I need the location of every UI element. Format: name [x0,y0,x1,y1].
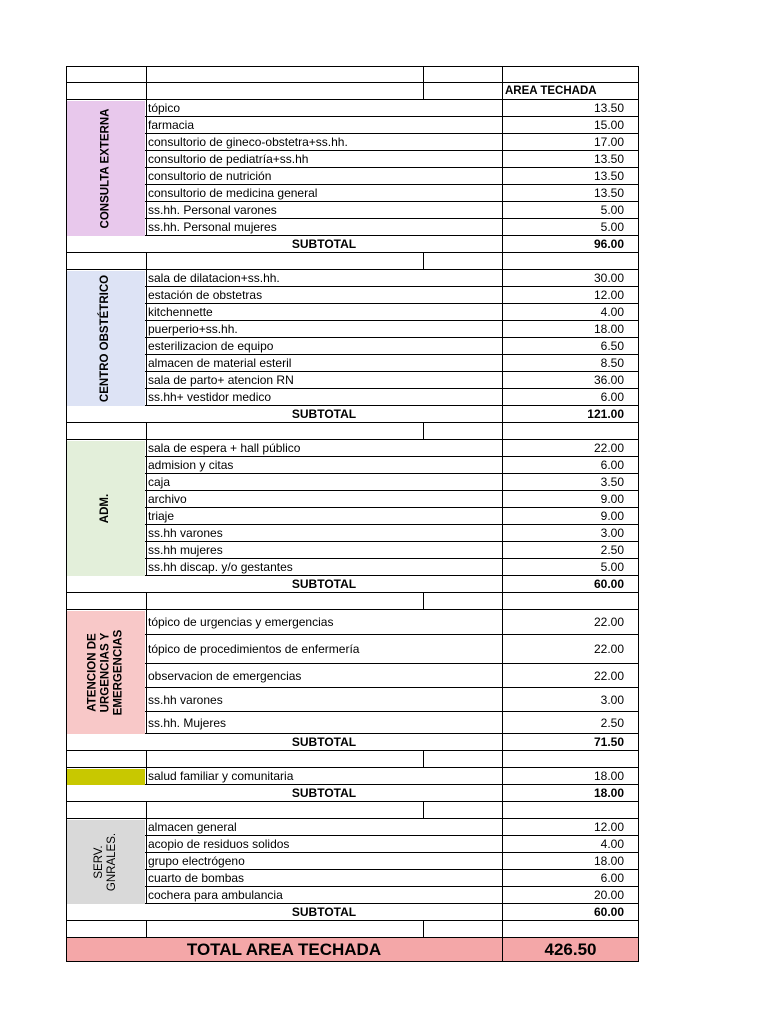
space-name: tópico de urgencias y emergencias [148,615,334,629]
space-area: 6.50 [600,339,624,353]
table-row [66,185,639,202]
subtotal-row [66,236,639,253]
space-area: 3.00 [600,526,624,540]
space-area: 18.00 [593,322,624,336]
table-row [66,440,639,457]
space-area: 5.00 [600,220,624,234]
space-area: 13.50 [593,152,624,166]
table-row [66,100,639,117]
table-row [66,219,639,236]
subtotal-row [66,904,639,921]
total-row [66,938,639,962]
table-row [66,688,639,712]
area-table [66,66,639,962]
space-name: grupo electrógeno [148,854,245,868]
section-title-line: SERV. [92,845,105,879]
space-name: observacion de emergencias [148,668,302,683]
table-row [66,836,639,853]
subtotal-value: 60.00 [593,577,624,591]
space-name: consultorio de pediatría+ss.hh [148,152,309,166]
space-name: sala de espera + hall público [148,441,301,455]
section-title: ADM. [99,493,112,524]
space-area: 4.00 [600,837,624,851]
space-area: 12.00 [593,288,624,302]
spacer-row [66,593,639,610]
table-row [66,355,639,372]
space-name: consultorio de medicina general [148,186,318,200]
space-area: 36.00 [593,373,624,387]
space-area: 13.50 [593,169,624,183]
space-area: 17.00 [593,135,624,149]
space-area: 22.00 [593,668,624,683]
subtotal-value: 121.00 [587,407,624,421]
subtotal-label: SUBTOTAL [291,577,357,591]
section-label [67,820,145,904]
table-row [66,372,639,389]
subtotal-label: SUBTOTAL [291,735,357,749]
space-area: 8.50 [600,356,624,370]
spacer-row [66,921,639,938]
table-row [66,870,639,887]
subtotal-label: SUBTOTAL [291,407,357,421]
table-row [66,853,639,870]
space-area: 30.00 [593,271,624,285]
section-title: CENTRO OBSTÉTRICO [99,274,112,403]
space-name: cochera para ambulancia [148,888,283,902]
section-title-line: GNRALES. [105,832,118,892]
table-row [66,117,639,134]
space-area: 15.00 [593,118,624,132]
space-area: 5.00 [600,203,624,217]
section-title-line: ATENCION DE [86,633,99,712]
space-name: cuarto de bombas [148,871,245,885]
section-title [87,630,126,716]
space-name: ss.hh. Mujeres [148,715,227,730]
space-name: tópico [148,101,181,115]
space-area: 6.00 [600,871,624,885]
space-area: 9.00 [600,492,624,506]
subtotal-value: 60.00 [593,905,624,919]
table-row [66,559,639,576]
space-name: sala de parto+ atencion RN [148,373,294,387]
subtotal-row [66,406,639,423]
subtotal-row [66,576,639,593]
space-area: 4.00 [600,305,624,319]
table-row [66,610,639,635]
space-area: 5.00 [600,560,624,574]
space-area: 18.00 [593,854,624,868]
space-area: 6.00 [600,390,624,404]
table-row [66,525,639,542]
space-name: kitchennette [148,305,213,319]
subtotal-row [66,734,639,751]
total-label: TOTAL AREA TECHADA [186,940,382,959]
space-area: 13.50 [593,101,624,115]
section-label [67,769,145,785]
subtotal-value: 96.00 [593,237,624,251]
table-row [66,321,639,338]
table-row [66,389,639,406]
section-label [67,441,145,576]
section-title [93,833,119,891]
space-name: archivo [148,492,187,506]
space-name: consultorio de nutrición [148,169,272,183]
table-row [66,151,639,168]
table-row [66,338,639,355]
space-name: esterilizacion de equipo [148,339,274,353]
space-area: 2.50 [600,543,624,557]
table-row [66,304,639,321]
space-name: ss.hh. Personal varones [148,203,277,217]
space-name: farmacia [148,118,195,132]
table-row [66,474,639,491]
spacer-row [66,83,639,100]
total-value: 426.50 [544,940,597,959]
table-row [66,768,639,785]
space-name: ss.hh discap. y/o gestantes [148,560,293,574]
space-name: acopio de residuos solidos [148,837,290,851]
subtotal-row [66,785,639,802]
subtotal-value: 18.00 [593,786,624,800]
space-name: admision y citas [148,458,234,472]
space-name: ss.hh mujeres [148,543,223,557]
space-name: ss.hh+ vestidor medico [148,390,272,404]
space-name: estación de obstetras [148,288,263,302]
table-row [66,712,639,734]
space-area: 22.00 [593,441,624,455]
space-name: sala de dilatacion+ss.hh. [148,271,280,285]
space-name: consultorio de gineco-obstetra+ss.hh. [148,135,348,149]
table-row [66,635,639,664]
area-techada-header: AREA TECHADA [505,85,597,97]
section-title-line: EMERGENCIAS [112,629,125,716]
spacer-row [66,253,639,270]
space-name: caja [148,475,171,489]
table-row [66,664,639,688]
spacer-row [66,751,639,768]
table-row [66,542,639,559]
space-name: salud familiar y comunitaria [148,769,294,783]
space-name: almacen de material esteril [148,356,292,370]
table-row [66,287,639,304]
table-row [66,202,639,219]
spacer-row [66,423,639,440]
space-area: 18.00 [593,769,624,783]
subtotal-label: SUBTOTAL [291,905,357,919]
table-row [66,270,639,287]
space-name: ss.hh varones [148,692,223,707]
subtotal-value: 71.50 [593,735,624,749]
space-area: 9.00 [600,509,624,523]
section-label [67,101,145,236]
section-title: CONSULTA EXTERNA [99,108,112,229]
space-name: almacen general [148,820,237,834]
table-row [66,491,639,508]
space-area: 12.00 [593,820,624,834]
space-area: 13.50 [593,186,624,200]
table-row [66,819,639,836]
table-row [66,134,639,151]
section-label [67,271,145,406]
subtotal-label: SUBTOTAL [291,237,357,251]
spacer-row [66,66,639,83]
space-name: tópico de procedimientos de enfermería [148,642,360,656]
space-area: 2.50 [600,715,624,730]
space-name: puerperio+ss.hh. [148,322,238,336]
subtotal-label: SUBTOTAL [291,786,357,800]
space-area: 22.00 [593,615,624,629]
space-name: ss.hh. Personal mujeres [148,220,277,234]
table-row [66,168,639,185]
table-row [66,887,639,904]
section-label [67,611,145,734]
space-area: 22.00 [593,642,624,656]
table-row [66,457,639,474]
table-row [66,508,639,525]
space-name: triaje [148,509,175,523]
section-title-line: URGENCIAS Y [99,632,112,713]
space-area: 6.00 [600,458,624,472]
spacer-row [66,802,639,819]
space-area: 3.00 [600,692,624,707]
space-area: 3.50 [600,475,624,489]
space-name: ss.hh varones [148,526,223,540]
space-area: 20.00 [593,888,624,902]
